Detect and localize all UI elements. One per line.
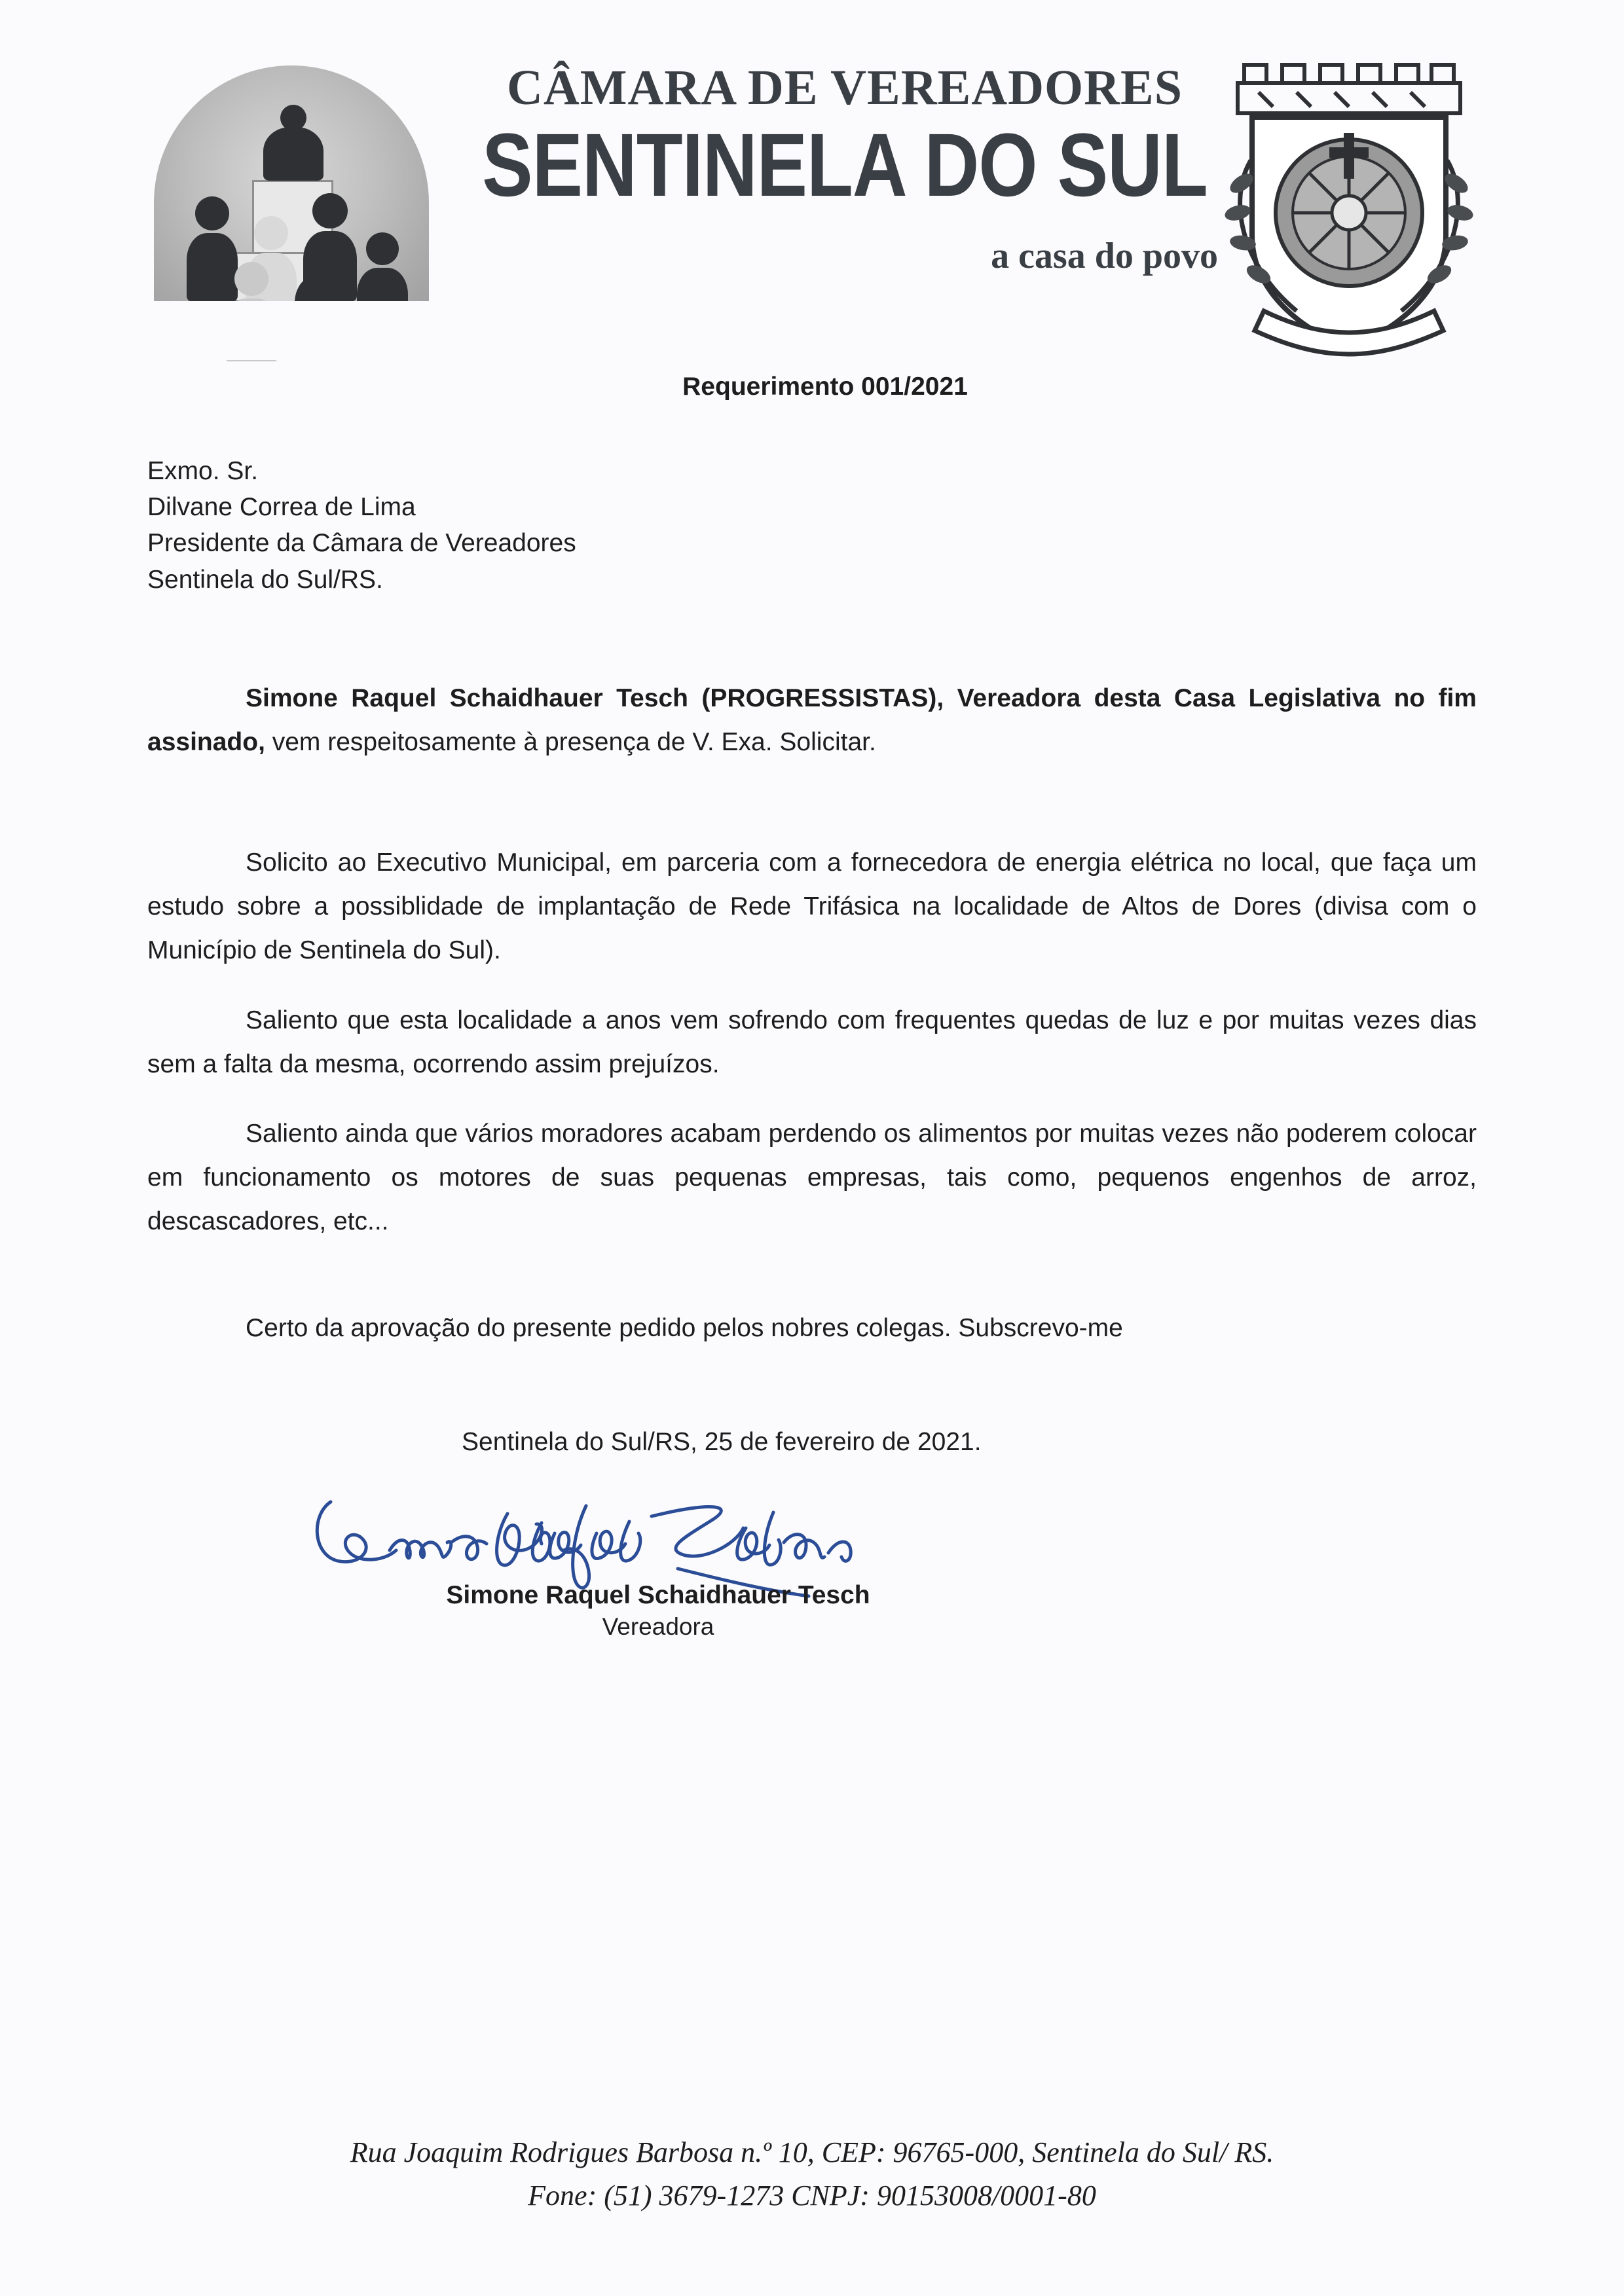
coat-of-arms-svg [1225,49,1473,357]
place-and-date: Sentinela do Sul/RS, 25 de fevereiro de 2021. [462,1428,982,1457]
body-paragraph-2: Saliento que esta localidade a anos vem sofrendo com frequentes quedas de luz e por muitas vezes dias sem a falta da mesma, ocorrendo assim prejuízos. [147,1006,1477,1078]
signatory-role: Vereadora [602,1613,714,1640]
body-paragraph-1: Solicito ao Executivo Municipal, em parceria com a fornecedora de energia elétrica no local, que faça um estudo sobre a possiblidade de implantação de Rede Trifásica na localidade de Altos de Dores (divisa com o Município de Sentinela do Sul). [147,848,1477,965]
signatory-name: Simone Raquel Schaidhauer Tesch [446,1580,870,1609]
intro-bold-role: Vereadora desta Casa Legislativa no fim assinado, [147,684,1477,757]
intro-remainder: vem respeitosamente à presença de V. Exa. Solicitar. [265,728,876,757]
body-paragraph-3: Saliento ainda que vários moradores acabam perdendo os alimentos por muitas vezes não poderem colocar em funcionamento os motores de suas pequenas empresas, tais como, pequenos engenhos de arroz, descascadores, etc... [147,1119,1477,1235]
letterhead [0,39,1624,380]
addressee-line: Dilvane Correa de Lima [147,492,416,521]
closing-paragraph: Certo da aprovação do presente pedido pelos nobres colegas. Subscrevo-me [246,1313,1123,1342]
institution-name-line1: CÂMARA DE VEREADORES [506,60,1183,115]
institution-name-line2: SENTINELA DO SUL [482,114,1208,215]
page-title: Requerimento 001/2021 [682,373,968,401]
addressee-line: Sentinela do Sul/RS. [147,565,383,594]
people-assembly-emblem [154,65,429,354]
footer-line-1: Rua Joaquim Rodrigues Barbosa n.º 10, CEP: 96765-000, Sentinela do Sul/ RS. [350,2136,1274,2168]
signature-block [147,1489,1477,1640]
letterhead-title-block [458,62,1231,277]
institution-tagline: a casa do povo [991,235,1218,276]
document-body [147,367,1477,1640]
addressee-line: Exmo. Sr. [147,456,259,485]
emblem-figure-speaker [262,105,324,180]
emblem-baseline-mask [154,301,429,360]
addressee-block [147,453,1477,598]
addressee-line: Presidente da Câmara de Vereadores [147,529,576,558]
footer-address [0,2131,1624,2217]
footer-line-2: Fone: (51) 3679-1273 CNPJ: 90153008/0001-80 [528,2179,1096,2212]
intro-bold-name: Simone Raquel Schaidhauer Tesch (PROGRESSISTAS), [246,684,944,713]
emblem-figure-body [263,127,323,181]
municipal-coat-of-arms [1225,49,1473,357]
intro-paragraph [147,676,1477,764]
